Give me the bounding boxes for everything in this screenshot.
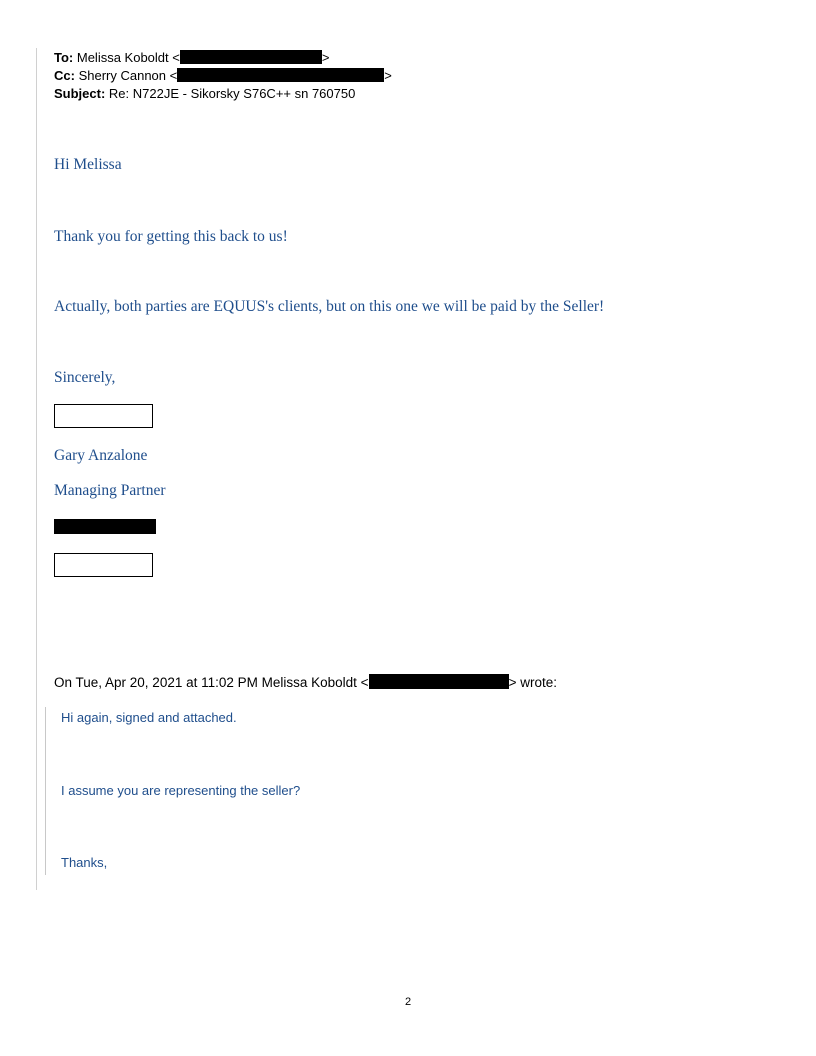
redacted-email [369,674,509,689]
quote-bar [36,48,37,890]
greeting: Hi Melissa [54,156,122,173]
inner-quote-bar [45,707,46,875]
quoted-line-2: I assume you are representing the seller? [61,783,301,798]
to-name: Melissa Koboldt < [76,50,180,65]
subject-value: Re: N722JE - Sikorsky S76C++ sn 760750 [108,86,356,101]
redacted-email [180,50,322,64]
quoted-intro-suffix: > wrote: [508,675,557,690]
quoted-line-3: Thanks, [61,855,108,870]
cc-name: Sherry Cannon < [78,68,178,83]
signature-name: Gary Anzalone [54,447,148,464]
body-line-2: Actually, both parties are EQUUS's clients, but on this one we will be paid by the Seller! [54,298,605,315]
logo-image-placeholder [54,553,153,577]
cc-close: > [384,68,392,83]
to-line [54,49,329,66]
page-number: 2 [404,996,412,1008]
to-close: > [321,50,330,65]
signature-image-placeholder [54,404,153,428]
cc-line [54,67,392,84]
to-label: To: [54,50,74,65]
closing: Sincerely, [54,369,116,386]
subject-label: Subject: [54,86,106,101]
signature-title: Managing Partner [54,482,166,499]
quoted-line-1: Hi again, signed and attached. [61,710,237,725]
subject-line [54,85,355,102]
redacted-contact [54,519,156,534]
redacted-email [177,68,384,82]
body-line-1: Thank you for getting this back to us! [54,228,288,245]
quoted-intro-prefix: On Tue, Apr 20, 2021 at 11:02 PM Melissa Koboldt < [54,675,369,690]
cc-label: Cc: [54,68,75,83]
quoted-intro [54,674,557,690]
